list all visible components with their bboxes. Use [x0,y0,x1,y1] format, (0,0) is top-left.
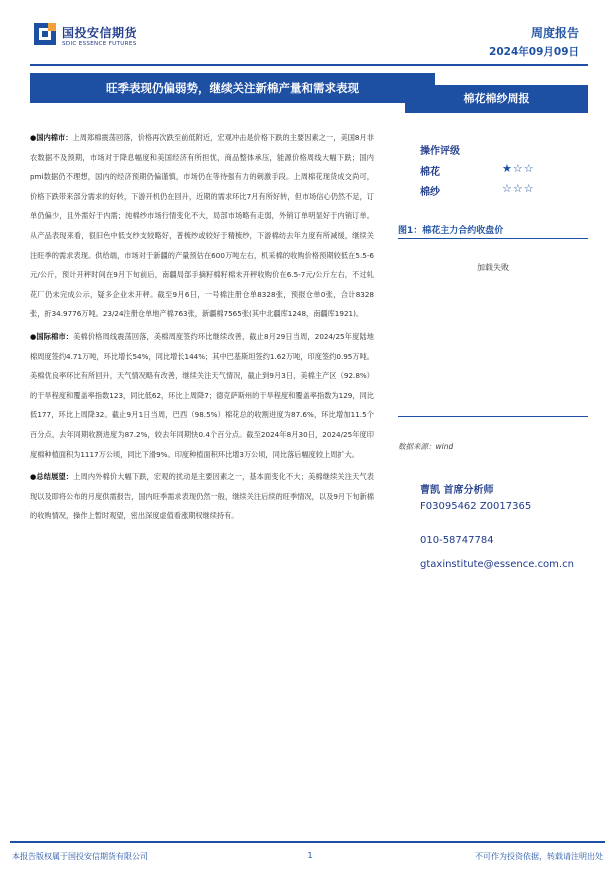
analyst-email: gtaxinstitute@essence.com.cn [420,559,574,570]
section-international [30,327,374,464]
report-type: 周度报告 [530,26,579,40]
section-text: 上周内外棉价大幅下跌，宏观的扰动是主要因素之一，基本面变化不大；美棉继续关注天气表现以及即将公布的月度供需报告，国内旺季需求表现仍然一般，继续关注后续的旺季情况，以及9月下旬新棉的收购情况，操作上暂时观望，密出深度虚值看涨期权继续持有。 [30,472,374,521]
rating-title: 操作评级 [420,146,460,157]
analyst-phone: 010-58747784 [420,535,494,546]
figure-title-rule [398,238,588,239]
page-number: 1 [307,851,313,860]
section-summary [30,467,374,526]
section-heading: ●总结展望： [30,472,74,482]
analyst-certificate: F03095462 Z0017365 [420,501,532,512]
section-heading: ●国内棉市： [30,133,73,142]
section-text: 美棉价格周线震荡回落，美棉周度签约环比继续改善，截止8月29日当周，2024/25年度陆地棉周度签约4.71万吨，环比增长54%，同比增长144%；其中巴基斯坦签约1.62万吨，印度签约0.95万吨。美棉优良率环比有所回升，天气情况略有改善，继续关注天气情况，截止到9月3日，美棉主产区（92.8%）的干旱程度和覆盖率指数123，同比低62，环比上周降7；德克萨斯州的干旱程度和覆盖率指数为129，同比低177，环比上周降32。截止9月1日当周，巴西（98.5%）棉花总的收割进度为87.6%，环比增加11.5个百分点，去年同期收割进度为87.2%，较去年同期快0.4个百分点。截至2024年8月30日，2024/25年度印度棉种植面积为1117万公顷，同比下滑9%。印度种植面积环比增3万公顷，同比落后幅度较上周扩大。 [30,331,374,459]
rating-item-cotton-name: 棉花 [420,167,440,178]
section-text: 上周郑棉震荡回落，价格再次跌至前低附近，宏观冲击是价格下跌的主要因素之一，美国8月非农数据不及预期，市场对于降息幅度和美国经济有所担忧，商品整体承压，能源价格周线大幅下跌；国内pmi数据仍不理想，国内的经济预期仍偏谨慎，市场仍在等待强有力的刺激手段。上周棉花现货成交尚可，价格下跌带来部分需求的好转，下游开机仍在回升，近期的需求环比7月有所好转，但市场信心仍然不足，订单仍偏少，且外需好于内需；纯棉纱市场行情变化不大，局部市场略有走弱，外销订单明显好于内销订单。从产品表现来看，很旧色中低支纱支较略好，普梳纱或较好于精梳纱，下游棉纺去年力度有所减缓，继续关注旺季的需求表现。供给端，市场对于新疆的产量预估在600万吨左右，机采棉的收购价格预期较低在5.5-6元/公斤，预计开秤时间在9月下旬前后，南疆局部手摘籽棉籽棉未开秤收购价在6.5-7元/公斤左右，不过轧花厂仍未完成公示，疑多企业未开秤。截至9月6日，一号棉注册仓单8328张，预报仓单0张，合计8328张，折34.9776万吨。23/24注册仓单地产棉763张，新疆棉7565张(其中北疆库1248，南疆库1921)。 [30,133,374,319]
report-body [30,128,374,529]
section-heading: ●国际棉市： [30,331,74,341]
section-domestic [30,128,374,324]
footer-disclaimer: 不可作为投资依据，转载请注明出处 [475,852,603,861]
figure-source: 数据来源：wind [398,442,454,451]
report-subtitle: 棉花棉纱周报 [463,92,530,105]
header-divider [30,64,588,66]
footer-divider [10,841,605,843]
report-date: 2024年09月09日 [489,46,579,58]
figure-source-rule [398,416,588,417]
logo-name-en: SDIC ESSENCE FUTURES [62,41,137,47]
rating-item-yarn-stars-icon: ☆☆☆ [502,182,535,195]
report-title: 旺季表现仍偏弱势，继续关注新棉产量和需求表现 [106,81,359,95]
rating-item-yarn-name: 棉纱 [420,187,440,198]
figure-title: 图1：棉花主力合约收盘价 [398,226,504,236]
figure-load-failed: 加载失败 [477,263,509,272]
footer-copyright: 本报告版权属于国投安信期货有限公司 [12,852,148,861]
analyst-name: 曹凯 首席分析师 [420,485,494,496]
logo-name-cn: 国投安信期货 [62,26,138,40]
company-logo-icon [34,23,56,45]
rating-item-cotton-stars-icon: ★☆☆ [502,162,535,175]
